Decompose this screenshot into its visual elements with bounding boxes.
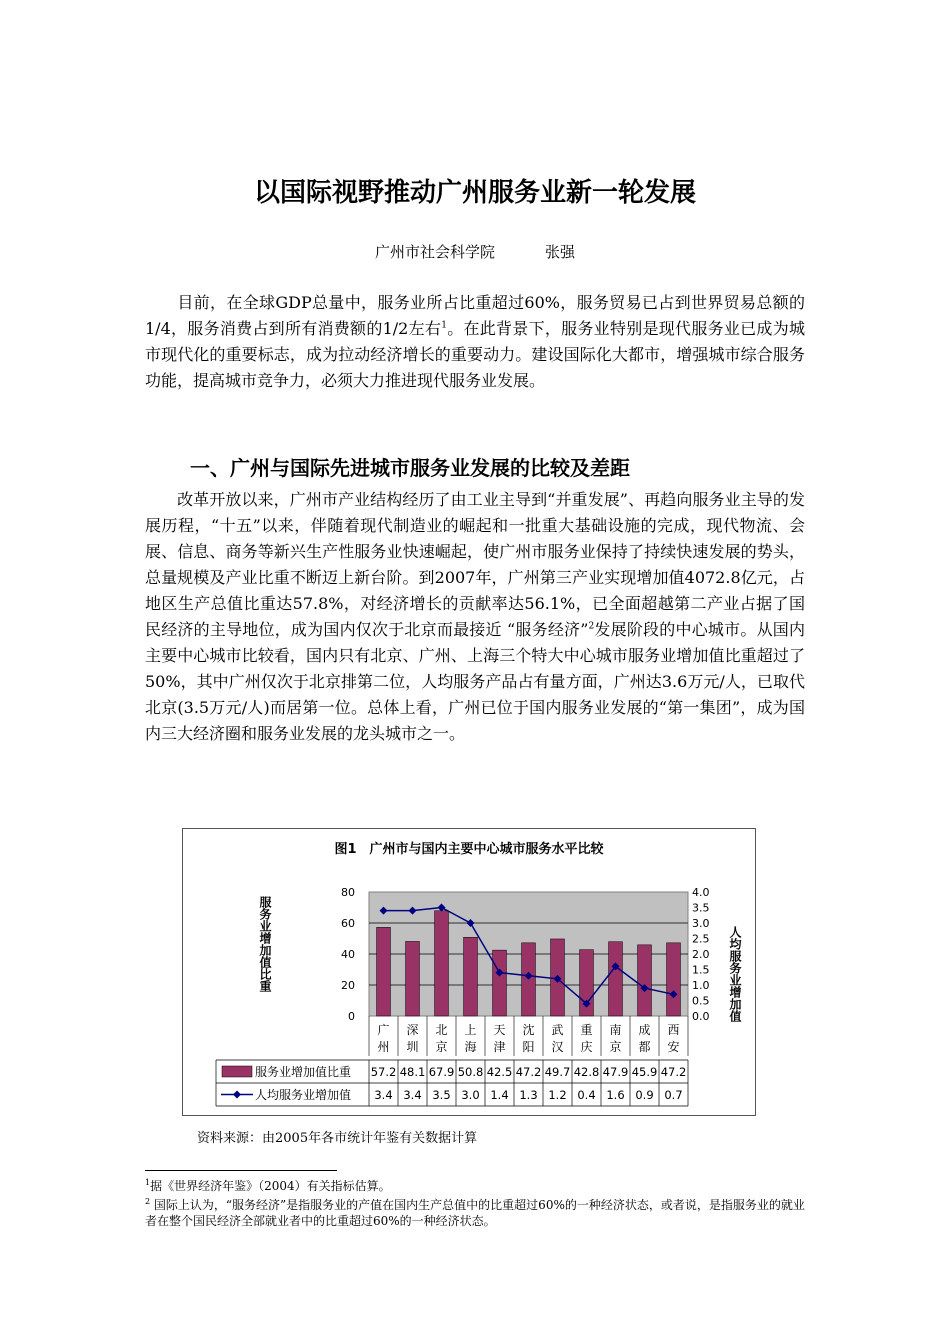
intro-text-2: 。在此背景下，服务业特别是现代服务业已成为城市现代化的重要标志，成为拉动经济增长的重要动力。建设国际化大都市，增强城市综合服务功能，提高城市竞争力，必须大力推进现代服务业发展。 (145, 319, 805, 390)
footnote-1-text: 据《世界经济年鉴》（2004）有关指标估算。 (150, 1179, 391, 1193)
y-right-tick-label: 4.0 (692, 886, 710, 899)
bar (435, 911, 449, 1016)
intro-paragraph (145, 290, 805, 394)
y-right-tick-label: 3.5 (692, 901, 710, 915)
chart-svg (183, 829, 755, 1115)
data-label-bar: 42.8 (573, 1065, 600, 1079)
x-tick-label: 重庆 (580, 1023, 593, 1054)
author-institution: 广州市社会科学院 (374, 243, 495, 261)
data-label-bar: 57.2 (370, 1065, 397, 1079)
footnote-1-mark: 1 (145, 1178, 151, 1187)
y-right-tick-label: 2.5 (692, 932, 710, 946)
data-label-line: 3.5 (432, 1088, 451, 1102)
data-label-bar: 48.1 (399, 1065, 426, 1079)
section-heading: 一、广州与国际先进城市服务业发展的比较及差距 (190, 456, 630, 480)
data-label-line: 0.9 (635, 1088, 654, 1102)
x-tick-label: 沈阳 (522, 1023, 535, 1054)
data-label-bar: 47.2 (515, 1065, 542, 1079)
y-left-tick-label: 0 (348, 1010, 355, 1023)
footnote-ref-2[interactable]: 2 (588, 621, 595, 632)
x-tick-label: 北京 (435, 1023, 448, 1054)
legend-key-bar (222, 1066, 252, 1077)
y-right-tick-label: 1.0 (692, 979, 710, 992)
y-left-tick-label: 40 (341, 948, 355, 961)
data-label-line: 3.4 (403, 1088, 422, 1102)
legend-label-bar: 服务业增加值比重 (255, 1065, 352, 1079)
x-tick-label: 武汉 (551, 1023, 564, 1054)
data-label-bar: 42.5 (486, 1065, 513, 1079)
y-left-axis-title: 服务业增加值比重 (258, 896, 272, 992)
footnote-ref-1[interactable]: 1 (441, 320, 447, 331)
data-label-bar: 67.9 (428, 1065, 455, 1079)
x-tick-label: 南京 (609, 1023, 622, 1054)
x-tick-label: 天津 (493, 1023, 506, 1054)
bar (464, 937, 478, 1016)
y-right-tick-label: 2.0 (692, 948, 710, 961)
data-label-bar: 50.8 (457, 1065, 484, 1079)
data-label-line: 0.4 (577, 1088, 596, 1102)
footnote-2-text: 国际上认为，“服务经济”是指服务业的产值在国内生产总值中的比重超过60%的一种经济状态，或者说，是指服务业的就业者在整个国民经济全部就业者中的比重超过60%的一种经济状态。 (145, 1198, 805, 1228)
data-label-line: 3.0 (461, 1088, 480, 1102)
data-label-bar: 49.7 (544, 1065, 571, 1079)
x-tick-label: 西安 (667, 1023, 680, 1054)
bar (377, 927, 391, 1016)
intro-text-1: 目前，在全球GDP总量中，服务业所占比重超过60%，服务贸易已占到世界贸易总额的1/4，服务消费占到所有消费额的1/2左右 (145, 293, 805, 338)
footnote-2 (145, 1194, 810, 1229)
footnote-2-mark: 2 (145, 1197, 151, 1206)
bar (493, 950, 507, 1016)
author-line (0, 241, 950, 262)
footnote-rule (145, 1170, 337, 1171)
y-left-tick-label: 20 (341, 979, 355, 992)
data-label-bar: 45.9 (631, 1065, 658, 1079)
author-name: 张强 (545, 243, 576, 261)
x-tick-label: 广州 (377, 1023, 390, 1054)
bar (609, 942, 623, 1016)
legend-label-line: 人均服务业增加值 (255, 1088, 352, 1102)
chart-figure (182, 828, 756, 1116)
data-label-line: 1.3 (519, 1088, 538, 1102)
y-left-tick-label: 80 (341, 886, 355, 899)
y-right-tick-label: 0.0 (692, 1010, 710, 1023)
section-text-1: 改革开放以来，广州市产业结构经历了由工业主导到“并重发展”、再趋向服务业主导的发展历程，“十五”以来，伴随着现代制造业的崛起和一批重大基础设施的完成，现代物流、会展、信息、商务等新兴生产性服务业快速崛起，使广州市服务业保持了持续快速发展的势头，总量规模及产业比重不断迈上新台阶。到2007年，广州第三产业实现增加值4072.8亿元，占地区生产总值比重达57.8%，对经济增长的贡献率达56.1%，已全面超越第二产业占据了国民经济的主导地位，成为国内仅次于北京而最接近 “服务经济” (145, 490, 805, 639)
bar (638, 945, 652, 1016)
bar (406, 941, 420, 1016)
y-right-tick-label: 0.5 (692, 994, 710, 1008)
paper-title: 以国际视野推动广州服务业新一轮发展 (253, 178, 696, 208)
y-right-tick-label: 1.5 (692, 963, 710, 977)
data-label-line: 0.7 (664, 1088, 683, 1102)
x-tick-label: 上海 (464, 1023, 477, 1054)
data-label-line: 1.4 (490, 1088, 509, 1102)
x-tick-label: 深圳 (406, 1023, 419, 1054)
y-right-tick-label: 3.0 (692, 917, 710, 930)
x-tick-label: 成都 (638, 1023, 651, 1054)
chart-source: 资料来源：由2005年各市统计年鉴有关数据计算 (197, 1131, 478, 1146)
footnote-1 (145, 1175, 810, 1194)
data-label-line: 1.2 (548, 1088, 567, 1102)
y-right-axis-title: 人均服务业增加值 (728, 926, 742, 1022)
legend-key-marker (233, 1091, 241, 1099)
chart-title: 图1 广州市与国内主要中心城市服务水平比较 (334, 842, 604, 857)
data-label-line: 3.4 (374, 1088, 393, 1102)
y-left-tick-label: 60 (341, 917, 355, 930)
section-paragraph (145, 487, 805, 747)
data-label-bar: 47.9 (602, 1065, 629, 1079)
bar (667, 943, 681, 1016)
section-text-2: 发展阶段的中心城市。从国内主要中心城市比较看，国内只有北京、广州、上海三个特大中心城市服务业增加值比重超过了50%，其中广州仅次于北京排第二位，人均服务产品占有量方面，广州达3.6万元/人，已取代北京(3.5万元/人)而居第一位。总体上看，广州已位于国内服务业发展的“第一集团”，成为国内三大经济圈和服务业发展的龙头城市之一。 (145, 620, 805, 743)
data-label-line: 1.6 (606, 1088, 625, 1102)
data-label-bar: 47.2 (660, 1065, 687, 1079)
